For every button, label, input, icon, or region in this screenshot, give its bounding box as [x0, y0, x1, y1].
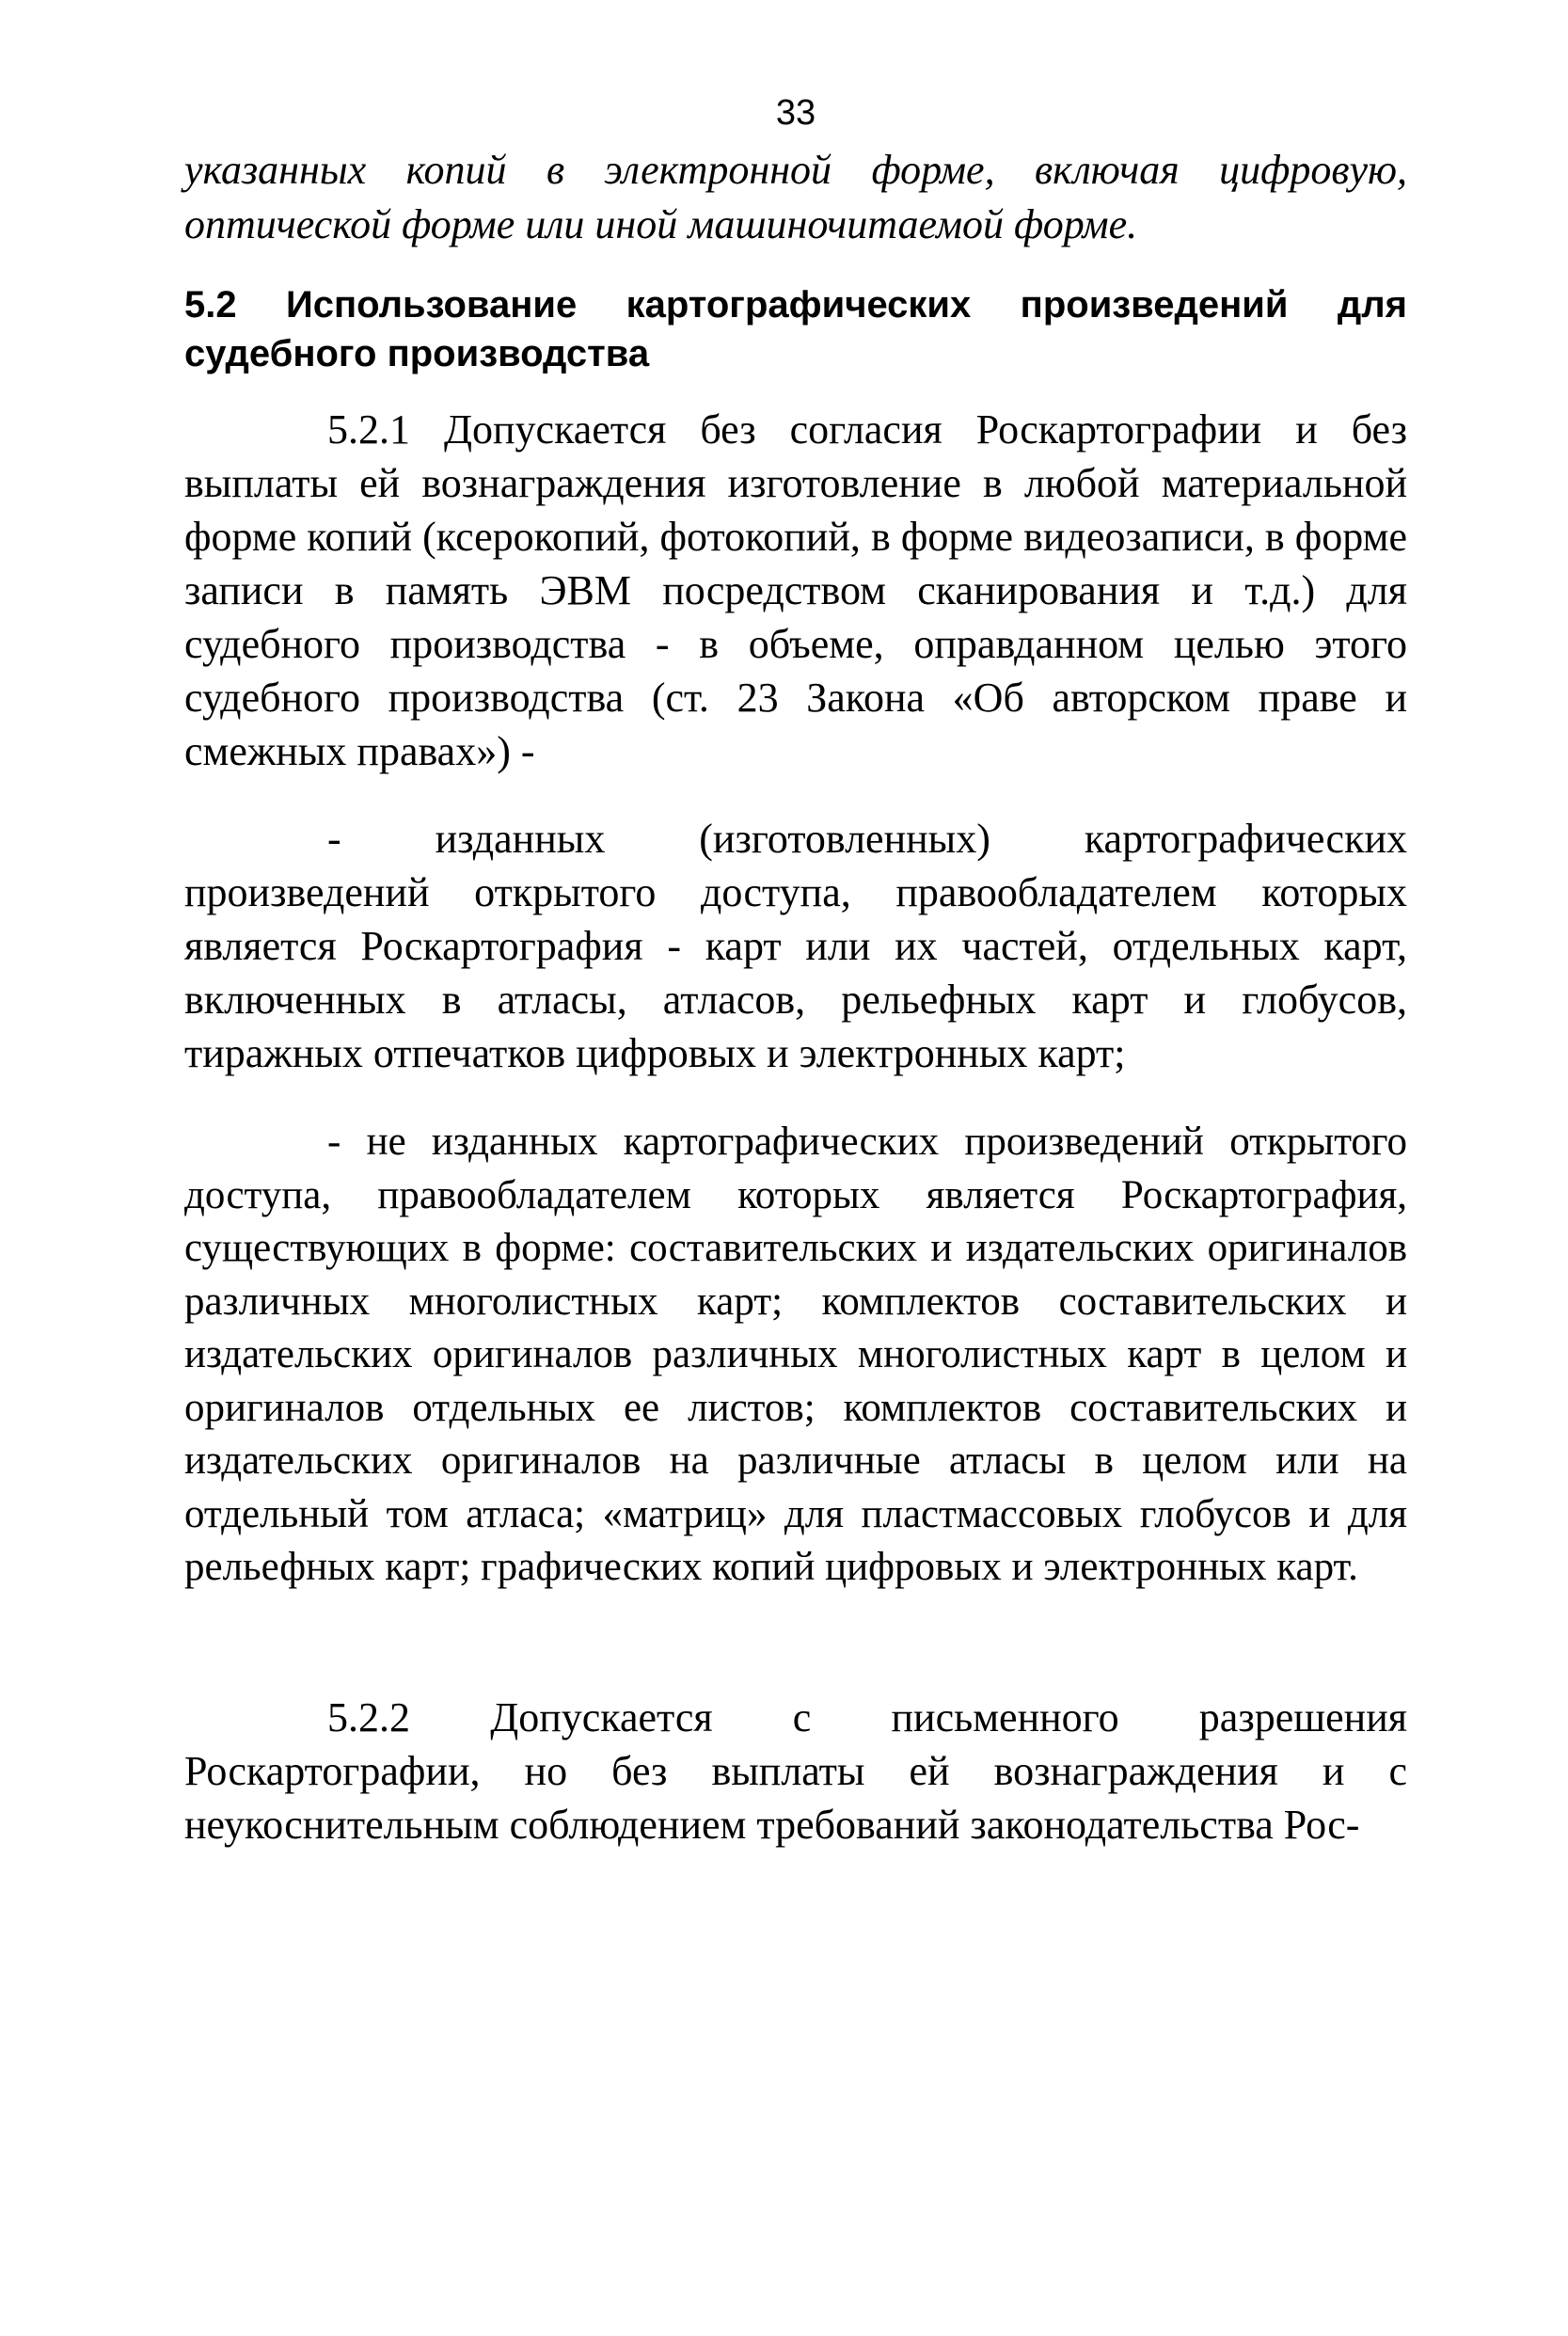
page-number: 33: [775, 93, 816, 133]
list-item-published-works: - изданных (изготовленных) картографических произведений открытого доступа, правообладателем которых является Роскартография - карт или их частей, отдельных карт, включенных в атласы, атласов, рельефных карт и глобусов, тиражных отпечатков цифровых и электронных карт;: [184, 816, 1407, 1076]
paragraph-5-2-2: 5.2.2 Допускается с письменного разрешения Роскартографии, но без выплаты ей вознаграждения и с неукоснительным соблюдением требований законодательства Рос-: [184, 1694, 1407, 1848]
continued-text: указанных копий в электронной форме, включая цифровую, оптической форме или иной машиночитаемой форме.: [184, 147, 1407, 247]
section-heading: 5.2 Использование картографических произведений для судебного производства: [184, 284, 1407, 374]
list-item-unpublished-works: - не изданных картографических произведений открытого доступа, правообладателем которых является Роскартография, существующих в форме: составительских и издательских оригиналов различных многолистных карт; комплектов составительских и издательских оригиналов различных многолистных карт в целом и оригиналов отдельных ее листов; комплектов составительских и издательских оригиналов на различные атласы в целом или на отдельный том атласа; «матриц» для пластмассовых глобусов и для рельефных карт; графических копий цифровых и электронных карт.: [184, 1120, 1407, 1589]
paragraph-5-2-1: 5.2.1 Допускается без согласия Роскартографии и без выплаты ей вознаграждения изготовление в любой материальной форме копий (ксерокопий, фотокопий, в форме видеозаписи, в форме записи в память ЭВМ посредством сканирования и т.д.) для судебного производства - в объеме, оправданном целью этого судебного производства (ст. 23 Закона «Об авторском праве и смежных правах») -: [184, 406, 1407, 774]
